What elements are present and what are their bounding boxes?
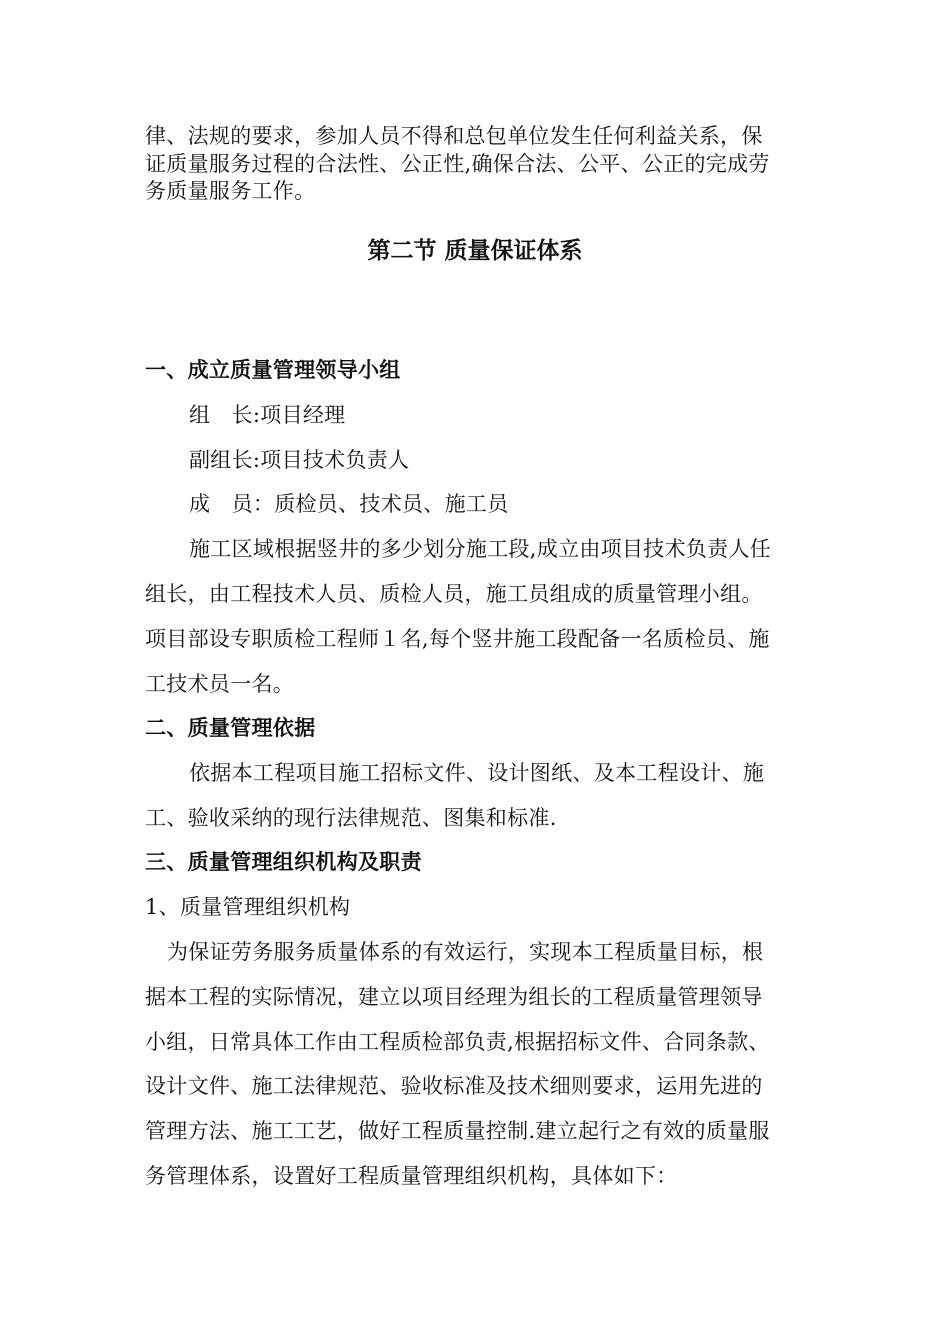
para3-line-4: 设计文件、施工法律规范、验收标准及技术细则要求，运用先进的 xyxy=(145,1074,763,1098)
para2-line-2: 工、验收采纳的现行法律规范、图集和标准. xyxy=(145,806,557,830)
leader-line: 组 长:项目经理 xyxy=(189,403,346,427)
para2-line-1: 依据本工程项目施工招标文件、设计图纸、及本工程设计、施 xyxy=(189,761,765,785)
para3-line-5: 管理方法、施工工艺，做好工程质量控制.建立起行之有效的质量服 xyxy=(145,1119,770,1143)
heading-1: 一、成立质量管理领导小组 xyxy=(145,358,401,382)
heading-3: 三、质量管理组织机构及职责 xyxy=(145,850,422,874)
para3-line-6: 务管理体系，设置好工程质量管理组织机构，具体如下： xyxy=(145,1164,678,1188)
para1-line-3: 项目部设专职质检工程师１名,每个竖井施工段配备一名质检员、施 xyxy=(145,627,770,651)
vice-leader-line: 副组长:项目技术负责人 xyxy=(189,448,410,472)
subheading: 1、质量管理组织机构 xyxy=(145,895,351,919)
intro-line-2: 证质量服务过程的合法性、公正性,确保合法、公平、公正的完成劳 xyxy=(145,152,770,176)
members-line: 成 员：质检员、技术员、施工员 xyxy=(189,492,509,516)
intro-line-3: 务质量服务工作。 xyxy=(145,179,316,203)
section-title: 第二节 质量保证体系 xyxy=(367,238,583,264)
para3-line-3: 小组，日常具体工作由工程质检部负责,根据招标文件、合同条款、 xyxy=(145,1030,770,1054)
para3-line-2: 据本工程的实际情况，建立以项目经理为组长的工程质量管理领导 xyxy=(145,985,763,1009)
para1-line-4: 工技术员一名。 xyxy=(145,672,295,696)
para1-line-1: 施工区域根据竖井的多少划分施工段,成立由项目技术负责人任 xyxy=(189,537,772,561)
heading-2: 二、质量管理依据 xyxy=(145,716,316,740)
para3-line-1: 为保证劳务服务质量体系的有效运行，实现本工程质量目标，根 xyxy=(167,940,764,964)
para1-line-2: 组长，由工程技术人员、质检人员，施工员组成的质量管理小组。 xyxy=(145,582,763,606)
intro-line-1: 律、法规的要求，参加人员不得和总包单位发生任何利益关系，保 xyxy=(145,124,763,148)
